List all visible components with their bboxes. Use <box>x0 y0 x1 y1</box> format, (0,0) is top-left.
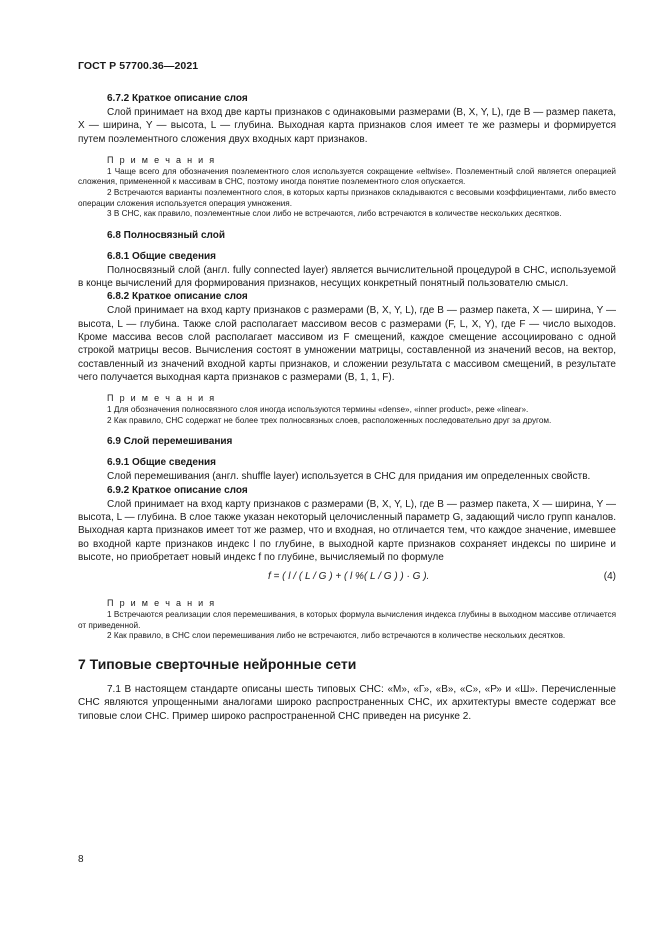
note: 2 Встречаются варианты поэлементного слоя, в которых карты признаков складываются с весовыми коэффициентами, либо вместо операции сложения используется операция умножения. <box>78 188 616 208</box>
paragraph-6-9-1: Слой перемешивания (англ. shuffle layer) используется в СНС для придания им определенных свойств. <box>107 471 591 483</box>
notes-label: П р и м е ч а н и я <box>107 393 216 404</box>
formula-number: (4) <box>603 571 616 583</box>
page-content <box>78 92 616 723</box>
paragraph-6-7-2: Слой принимает на вход две карты признаков с одинаковыми размерами (B, X, Y, L), где B — размер пакета, X — ширина, Y — высота, L — глубина. Выходная карта признаков слоя имеет те же размеры и формируется путем поэлементного сложения двух входных карт признаков. <box>78 107 616 145</box>
note: 2 Как правило, СНС содержат не более трех полносвязных слоев, расположенных последовательно друг за другом. <box>107 415 552 425</box>
paragraph-6-8-1: Полносвязный слой (англ. fully connected layer) является вычислительной процедурой в СНС, используемой в конце вычислений для формирования признаков, несущих конкретный понятный пользователю смысл. <box>78 264 616 290</box>
heading-6-9-2: 6.9.2 Краткое описание слоя <box>107 484 248 496</box>
heading-6-8: 6.8 Полносвязный слой <box>107 229 226 241</box>
document-header: ГОСТ Р 57700.36—2021 <box>78 60 199 72</box>
heading-6-7-2: 6.7.2 Краткое описание слоя <box>107 93 248 104</box>
formula-expression: f = ( l / ( L / G ) + ( l %( L / G ) ) · G ). <box>268 571 430 583</box>
notes-label: П р и м е ч а н и я <box>107 598 216 609</box>
note: 3 В СНС, как правило, поэлементные слои либо не встречаются, либо встречаются в количестве нескольких десятков. <box>107 209 562 219</box>
heading-6-8-2: 6.8.2 Краткое описание слоя <box>107 291 248 303</box>
formula-4 <box>78 567 616 589</box>
note: 1 Для обозначения полносвязного слоя иногда используются термины «dense», «inner product», реже «linear». <box>107 405 529 415</box>
paragraph-6-8-2: Слой принимает на вход карту признаков с размерами (B, X, Y, L), где B — размер пакета, X — ширина, Y — высота, L — глубина. Также слой располагает массивом весов с размерами (F, L, X, Y), где F — число выходов. Кроме массива весов слой располагает массивом из F смещений, каждое смещение ассоциировано с одной строкой матрицы весов. Вычисления состоят в умножении матрицы, составленной из значений весов, на вектор, составленный из значений входной карты признаков, и сложении результата с массивом смещений, в результате чего получается выходная карта признаков с размерами (B, 1, 1, F). <box>78 305 616 383</box>
heading-6-8-1: 6.8.1 Общие сведения <box>107 250 216 262</box>
paragraph-6-9-2: Слой принимает на вход карту признаков с размерами (B, X, Y, L), где B — размер пакета, X — ширина, Y — высота, L — глубина. В слое также указан некоторый целочисленный параметр G, задающий число групп каналов. Выходная карта признаков имеет тот же размер, что и входная, но отличается тем, что каждое значение, имевшее во входной карте признаков индекс l по глубине, в выходной карте признаков сохраняет индексы по ширине и высоте, но приобретает новый индекс f по глубине, вычисляемый по формуле <box>78 498 616 563</box>
page-number: 8 <box>78 854 84 865</box>
heading-7: 7 Типовые сверточные нейронные сети <box>78 655 357 672</box>
heading-6-9: 6.9 Слой перемешивания <box>107 436 233 448</box>
heading-6-9-1: 6.9.1 Общие сведения <box>107 457 216 469</box>
note: 1 Встречаются реализации слоя перемешивания, в которых формула вычисления индекса глубины в выходном массиве отличается от приведенной. <box>78 610 616 630</box>
paragraph-7-1: 7.1 В настоящем стандарте описаны шесть типовых СНС: «М», «Г», «В», «С», «Р» и «Ш». Перечисленные СНС являются упрощенными аналогами широко распространенных СНС, их архитектуры вместе содержат все типовые слои СНС. Пример широко распространенной СНС приведен на рисунке 2. <box>78 683 616 722</box>
note: 1 Чаще всего для обозначения поэлементного слоя используется сокращение «eltwise». Поэлементный слой является операцией сложения, примененной к массивам в СНС, поэтому иногда понятие поэлементного слоя опускается. <box>78 166 616 187</box>
note: 2 Как правило, в СНС слои перемешивания либо не встречаются, либо встречаются в количестве нескольких десятков. <box>107 631 566 641</box>
notes-label: П р и м е ч а н и я <box>107 154 216 165</box>
